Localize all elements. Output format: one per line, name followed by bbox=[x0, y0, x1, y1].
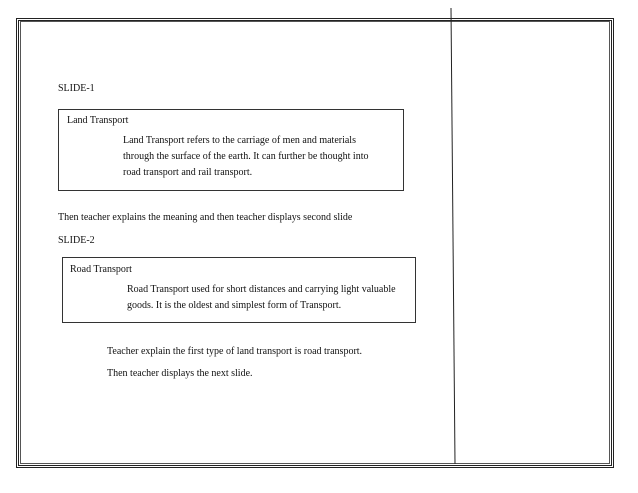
slide1-line-3: road transport and rail transport. bbox=[123, 167, 253, 178]
explain-text-2: Teacher explain the first type of land transport is road transport. bbox=[107, 346, 363, 357]
slide2-heading: SLIDE-2 bbox=[58, 235, 95, 246]
slide2-line-1: Road Transport used for short distances and carrying light valuable bbox=[127, 284, 396, 295]
slide2-line-2: goods. It is the oldest and simplest form of Transport. bbox=[127, 300, 342, 311]
page-border-inner bbox=[20, 21, 610, 464]
slide1-heading: SLIDE-1 bbox=[58, 83, 95, 94]
slide1-box-body bbox=[123, 133, 368, 181]
slide2-box-title: Road Transport bbox=[70, 264, 132, 275]
slide1-line-1: Land Transport refers to the carriage of men and materials bbox=[123, 135, 356, 146]
slide1-line-2: through the surface of the earth. It can further be thought into bbox=[123, 151, 369, 162]
slide1-box bbox=[58, 109, 404, 191]
slide1-box-title: Land Transport bbox=[67, 115, 129, 126]
slide2-box-body bbox=[127, 282, 396, 314]
slide2-box bbox=[62, 257, 416, 323]
explain-text-1: Then teacher explains the meaning and then teacher displays second slide bbox=[58, 212, 353, 223]
explain-text-3: Then teacher displays the next slide. bbox=[107, 368, 253, 379]
vertical-divider-line bbox=[450, 8, 456, 464]
